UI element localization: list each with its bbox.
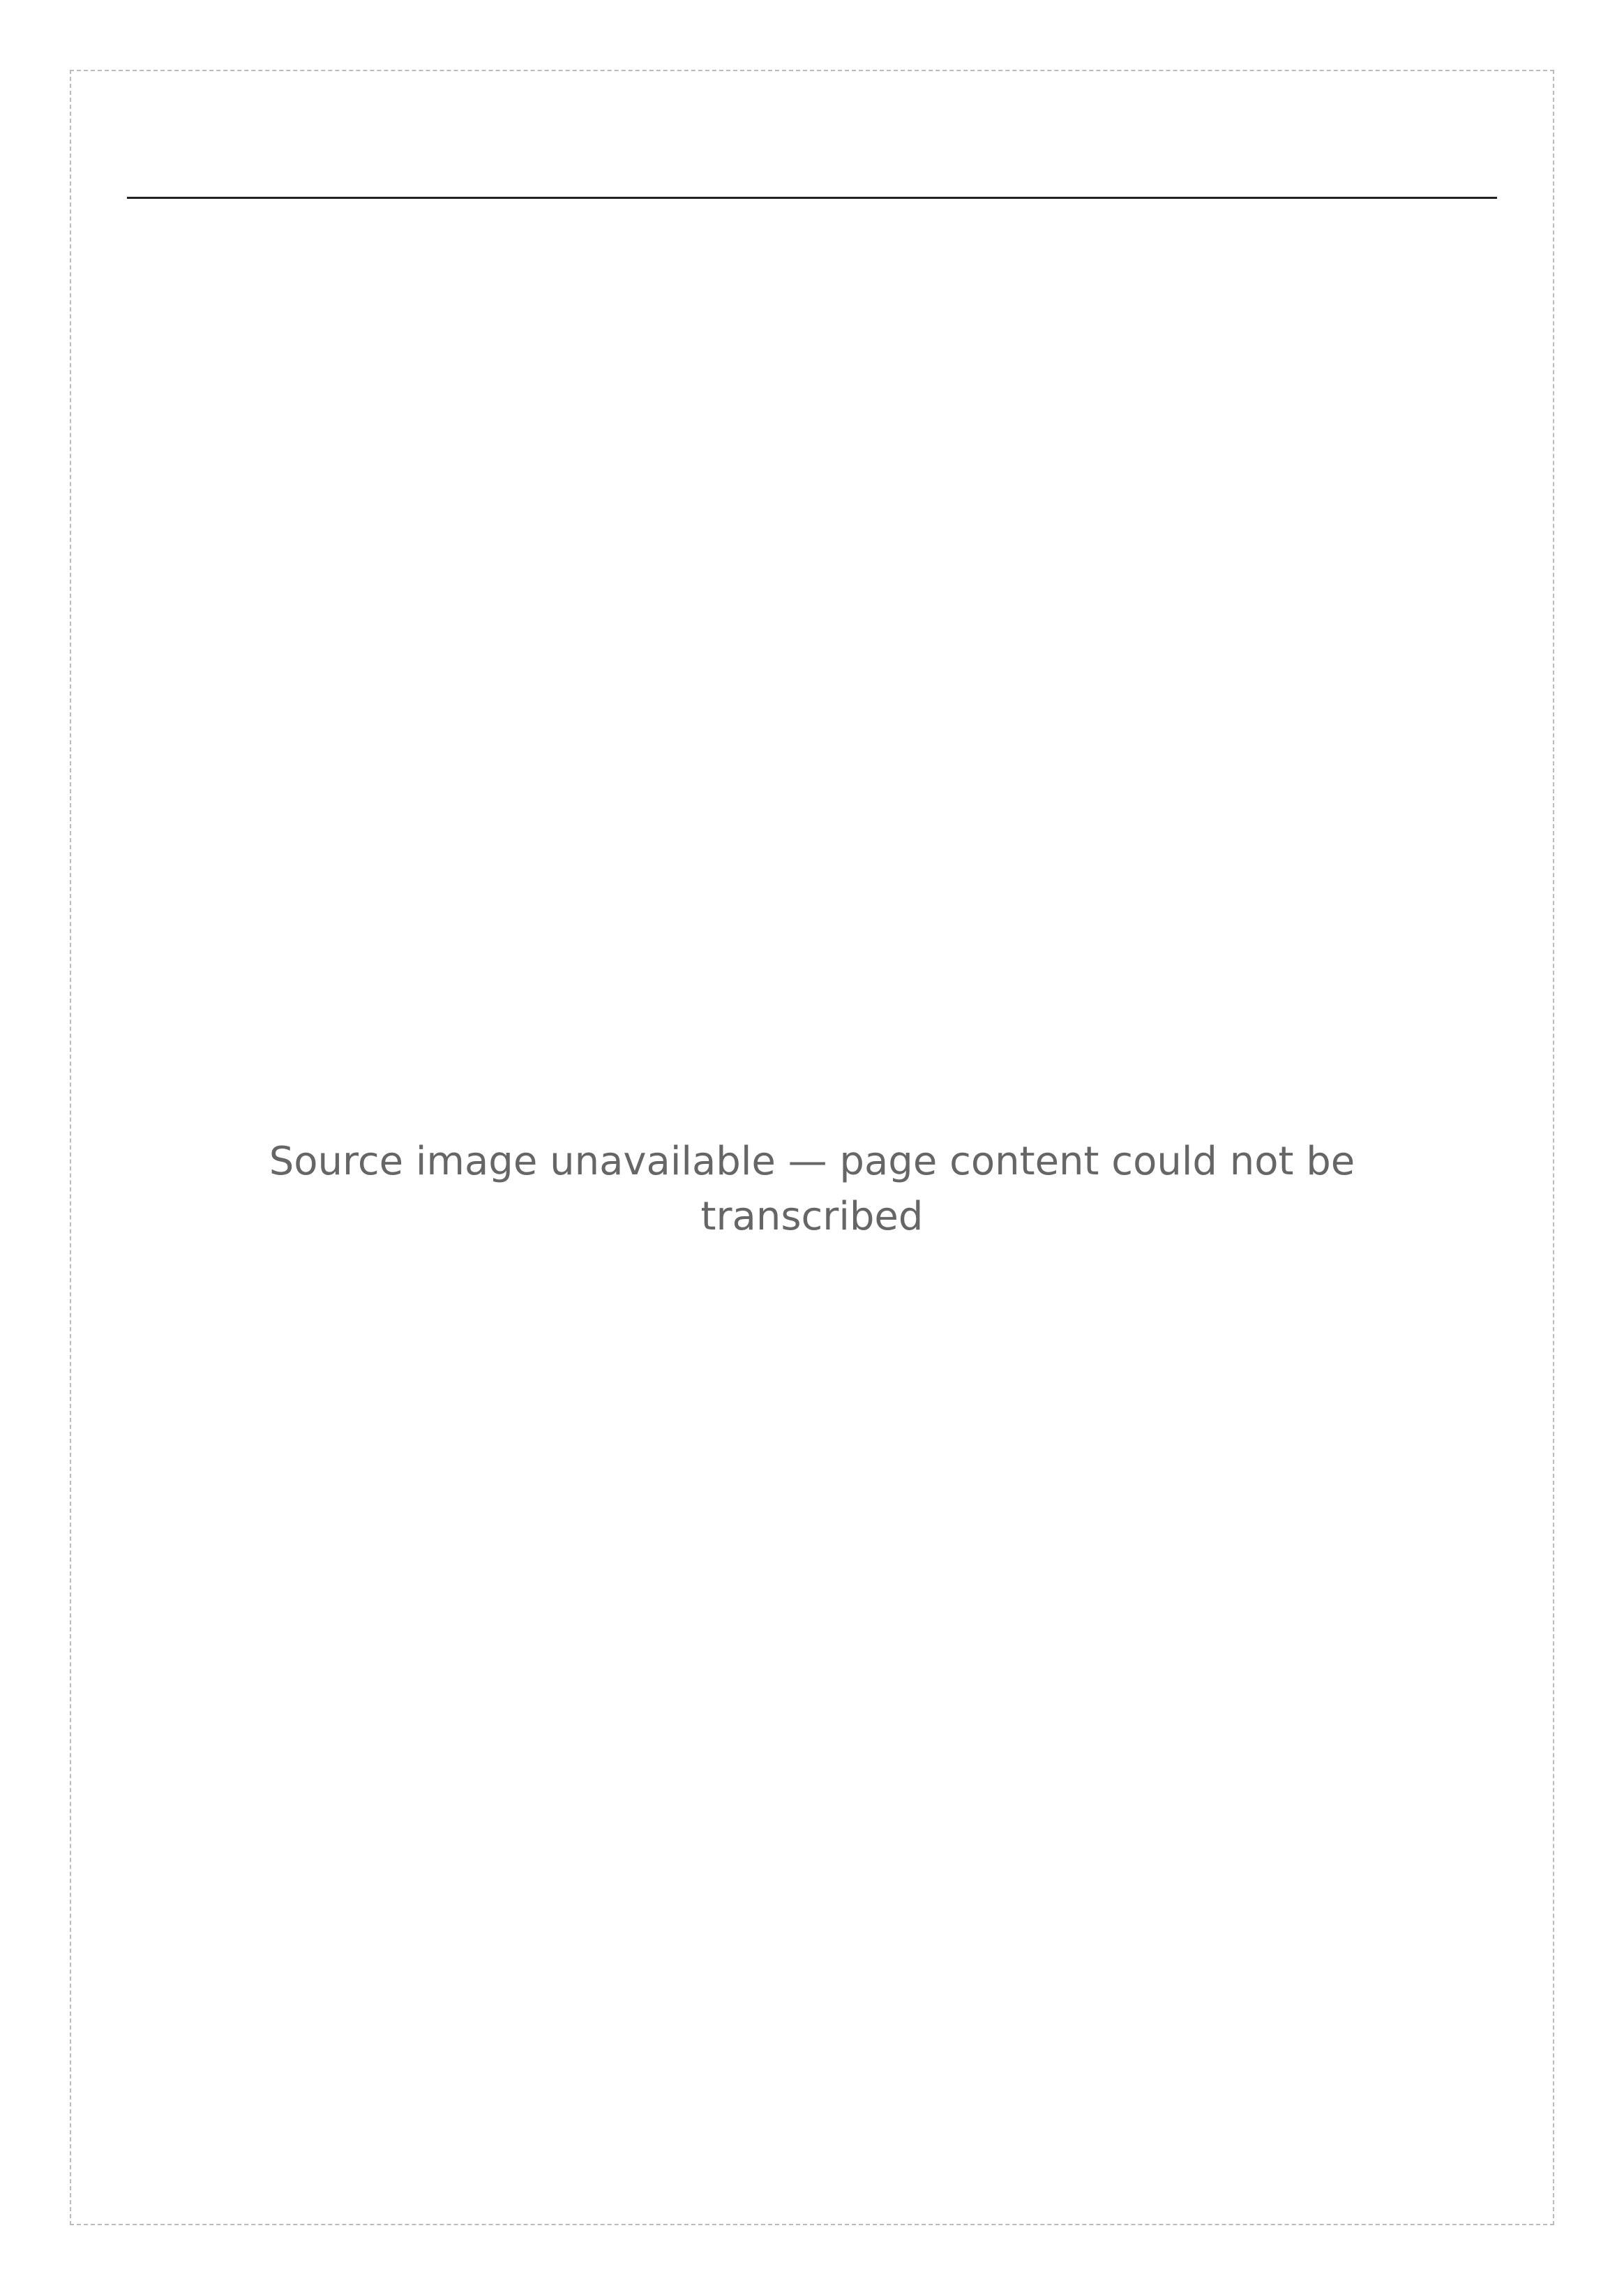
document-page (70, 70, 1554, 2225)
page-body (127, 239, 1497, 2140)
page-header (127, 113, 1497, 199)
unavailable-notice: Source image unavailable — page content could not be transcribed (269, 1139, 1355, 1239)
